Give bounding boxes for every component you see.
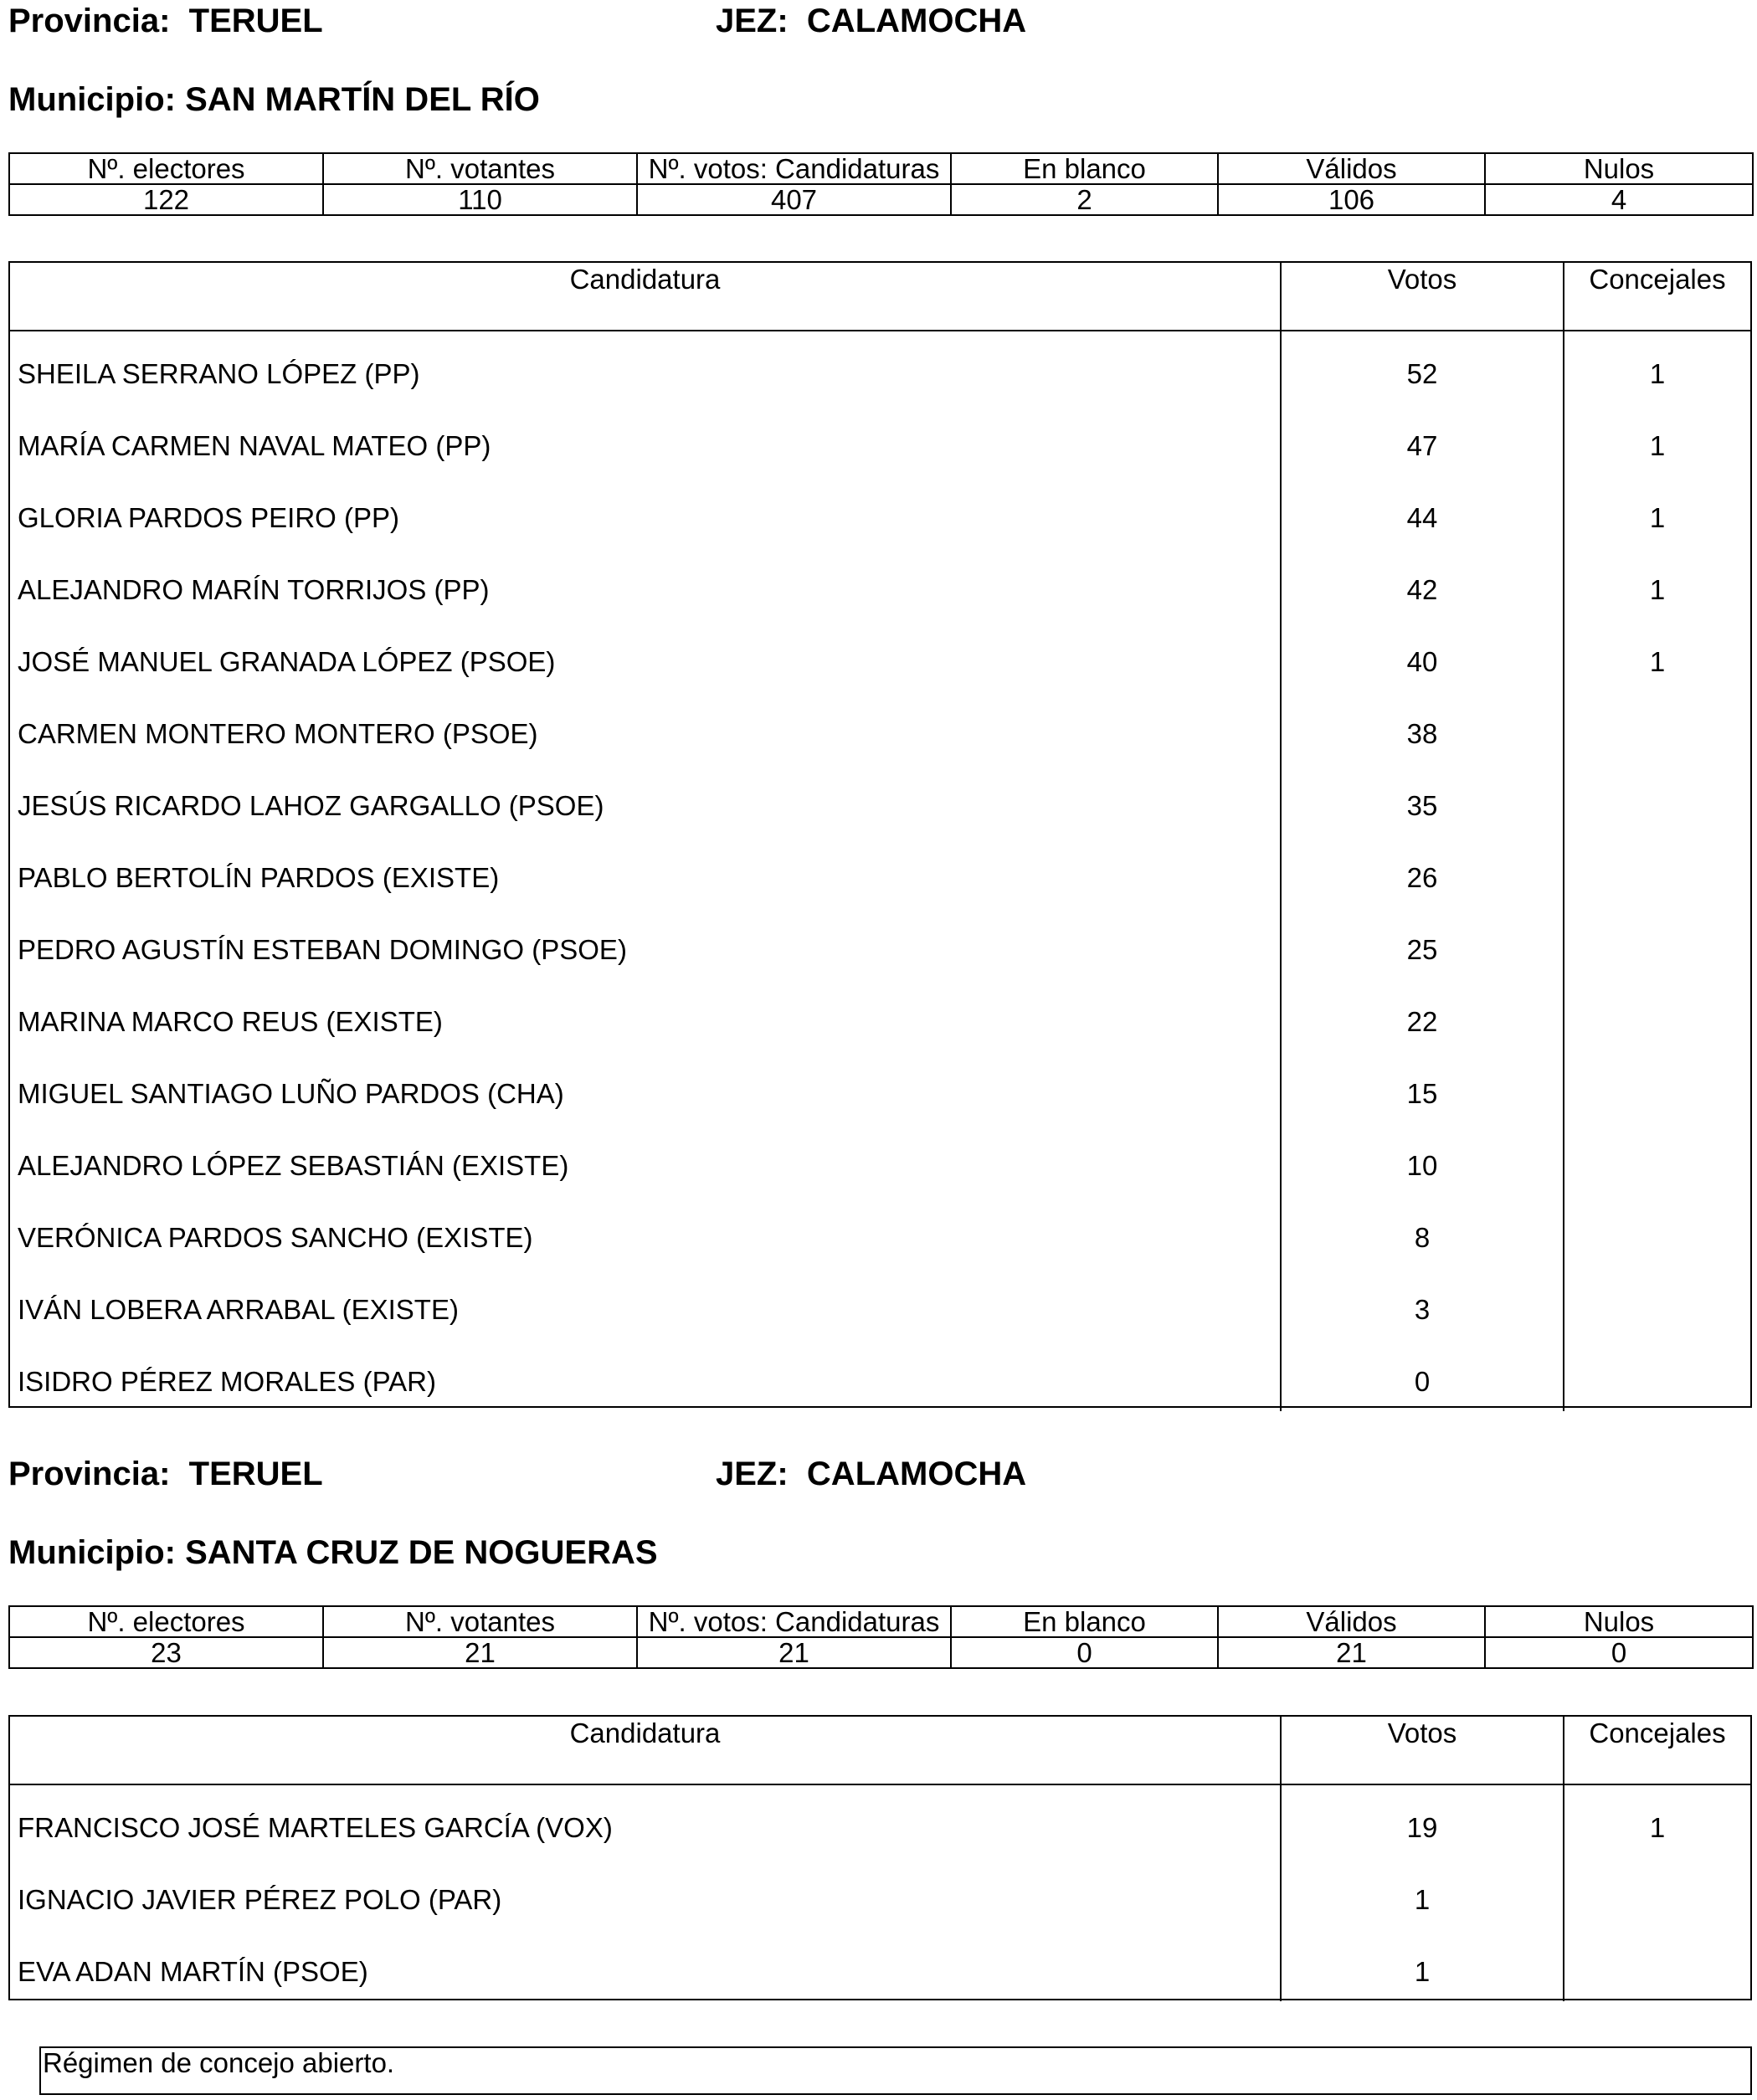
jez-heading-2: JEZ: CALAMOCHA [716,1456,1027,1492]
header-votos: Votos [1282,1717,1564,1784]
summary-header-en-blanco: En blanco [951,153,1218,184]
candidate-name: IVÁN LOBERA ARRABAL (EXISTE) [10,1267,1282,1339]
candidate-name: MARINA MARCO REUS (EXISTE) [10,979,1282,1051]
candidate-votes: 0 [1282,1339,1564,1411]
candidate-concejales [1564,1267,1750,1339]
candidate-votes: 25 [1282,907,1564,979]
candidate-row [10,475,1750,547]
candidate-concejales [1564,1051,1750,1123]
candidate-votes: 35 [1282,763,1564,835]
candidate-row [10,619,1750,691]
candidate-name: ISIDRO PÉREZ MORALES (PAR) [10,1339,1282,1411]
candidate-name: MARÍA CARMEN NAVAL MATEO (PP) [10,403,1282,475]
summary-value-validos: 106 [1218,184,1485,215]
provincia-heading-1: Provincia: TERUEL [8,3,323,39]
candidate-votes: 44 [1282,475,1564,547]
candidate-name: IGNACIO JAVIER PÉREZ POLO (PAR) [10,1857,1282,1929]
candidate-row [10,1195,1750,1267]
candidate-votes: 1 [1282,1857,1564,1929]
candidate-votes: 52 [1282,331,1564,403]
candidate-concejales: 1 [1649,1812,1666,1843]
candidate-row [10,979,1750,1051]
candidates-table-2 [8,1715,1752,2000]
summary-header-votos-candidaturas: Nº. votos: Candidaturas [637,153,951,184]
candidate-votes: 42 [1282,547,1564,619]
candidate-row [10,331,1750,403]
candidate-name: CARMEN MONTERO MONTERO (PSOE) [10,691,1282,763]
header-candidatura: Candidatura [10,1717,1282,1784]
candidate-votes: 19 [1282,1785,1564,1857]
candidate-votes: 1 [1282,1929,1564,2001]
header-candidatura: Candidatura [10,263,1282,330]
candidate-votes: 38 [1282,691,1564,763]
candidate-concejales: 1 [1649,502,1666,533]
summary-header-electores: Nº. electores [9,153,323,184]
summary-header-en-blanco: En blanco [951,1606,1218,1637]
summary-value-votos-candidaturas: 21 [637,1637,951,1668]
summary-value-row [9,1637,1753,1668]
summary-value-votos-candidaturas: 407 [637,184,951,215]
candidate-votes: 15 [1282,1051,1564,1123]
candidate-row [10,403,1750,475]
candidate-row [10,691,1750,763]
summary-header-electores: Nº. electores [9,1606,323,1637]
candidate-name: ALEJANDRO MARÍN TORRIJOS (PP) [10,547,1282,619]
candidate-concejales [1564,835,1750,907]
candidate-name: PABLO BERTOLÍN PARDOS (EXISTE) [10,835,1282,907]
summary-value-electores: 122 [9,184,323,215]
candidate-concejales: 1 [1649,358,1666,389]
candidates-table-1 [8,261,1752,1408]
candidate-votes: 3 [1282,1267,1564,1339]
provincia-heading-2: Provincia: TERUEL [8,1456,323,1492]
summary-value-en-blanco: 2 [951,184,1218,215]
candidate-row [10,907,1750,979]
candidate-concejales [1564,907,1750,979]
municipio-heading-1: Municipio: SAN MARTÍN DEL RÍO [8,81,540,118]
candidate-name: PEDRO AGUSTÍN ESTEBAN DOMINGO (PSOE) [10,907,1282,979]
summary-header-nulos: Nulos [1485,153,1753,184]
candidate-concejales: 1 [1649,646,1666,677]
candidate-concejales [1564,1195,1750,1267]
summary-value-validos: 21 [1218,1637,1485,1668]
candidates-header-row [10,1717,1750,1785]
candidate-concejales [1564,691,1750,763]
candidate-name: GLORIA PARDOS PEIRO (PP) [10,475,1282,547]
candidate-name: ALEJANDRO LÓPEZ SEBASTIÁN (EXISTE) [10,1123,1282,1195]
summary-value-nulos: 0 [1485,1637,1753,1668]
candidate-concejales: 1 [1649,430,1666,461]
candidate-row [10,1051,1750,1123]
municipio-heading-2: Municipio: SANTA CRUZ DE NOGUERAS [8,1534,658,1571]
candidate-concejales [1564,1857,1750,1929]
summary-header-votos-candidaturas: Nº. votos: Candidaturas [637,1606,951,1637]
candidate-row [10,1123,1750,1195]
summary-header-row [9,153,1753,184]
summary-header-row [9,1606,1753,1637]
summary-value-row [9,184,1753,215]
header-concejales: Concejales [1589,264,1726,295]
summary-value-votantes: 110 [323,184,637,215]
candidate-concejales: 1 [1649,574,1666,605]
summary-header-validos: Válidos [1218,1606,1485,1637]
candidate-votes: 8 [1282,1195,1564,1267]
candidate-votes: 22 [1282,979,1564,1051]
candidate-concejales [1564,763,1750,835]
candidate-row [10,547,1750,619]
candidate-votes: 47 [1282,403,1564,475]
candidate-row [10,1267,1750,1339]
summary-header-votantes: Nº. votantes [323,1606,637,1637]
candidate-name: EVA ADAN MARTÍN (PSOE) [10,1929,1282,2001]
summary-table-1 [8,152,1754,216]
candidate-votes: 10 [1282,1123,1564,1195]
summary-value-nulos: 4 [1485,184,1753,215]
summary-header-nulos: Nulos [1485,1606,1753,1637]
jez-heading-1: JEZ: CALAMOCHA [716,3,1027,39]
candidate-name: MIGUEL SANTIAGO LUÑO PARDOS (CHA) [10,1051,1282,1123]
header-votos: Votos [1282,263,1564,330]
summary-header-votantes: Nº. votantes [323,153,637,184]
candidate-concejales [1564,1929,1750,2001]
header-concejales: Concejales [1589,1717,1726,1748]
candidate-concejales [1564,1123,1750,1195]
summary-value-electores: 23 [9,1637,323,1668]
summary-header-validos: Válidos [1218,153,1485,184]
candidate-concejales [1564,1339,1750,1411]
candidate-name: JOSÉ MANUEL GRANADA LÓPEZ (PSOE) [10,619,1282,691]
summary-value-en-blanco: 0 [951,1637,1218,1668]
candidate-name: SHEILA SERRANO LÓPEZ (PP) [10,331,1282,403]
candidate-row [10,1929,1750,2001]
candidate-row [10,1857,1750,1929]
summary-table-2 [8,1605,1754,1669]
candidate-concejales [1564,979,1750,1051]
candidates-header-row [10,263,1750,331]
regimen-note: Régimen de concejo abierto. [39,2046,1752,2095]
candidate-votes: 26 [1282,835,1564,907]
candidate-row [10,763,1750,835]
candidate-row [10,1785,1750,1857]
candidate-row [10,835,1750,907]
candidate-votes: 40 [1282,619,1564,691]
candidate-row [10,1339,1750,1411]
candidate-name: JESÚS RICARDO LAHOZ GARGALLO (PSOE) [10,763,1282,835]
candidate-name: FRANCISCO JOSÉ MARTELES GARCÍA (VOX) [10,1785,1282,1857]
summary-value-votantes: 21 [323,1637,637,1668]
candidate-name: VERÓNICA PARDOS SANCHO (EXISTE) [10,1195,1282,1267]
